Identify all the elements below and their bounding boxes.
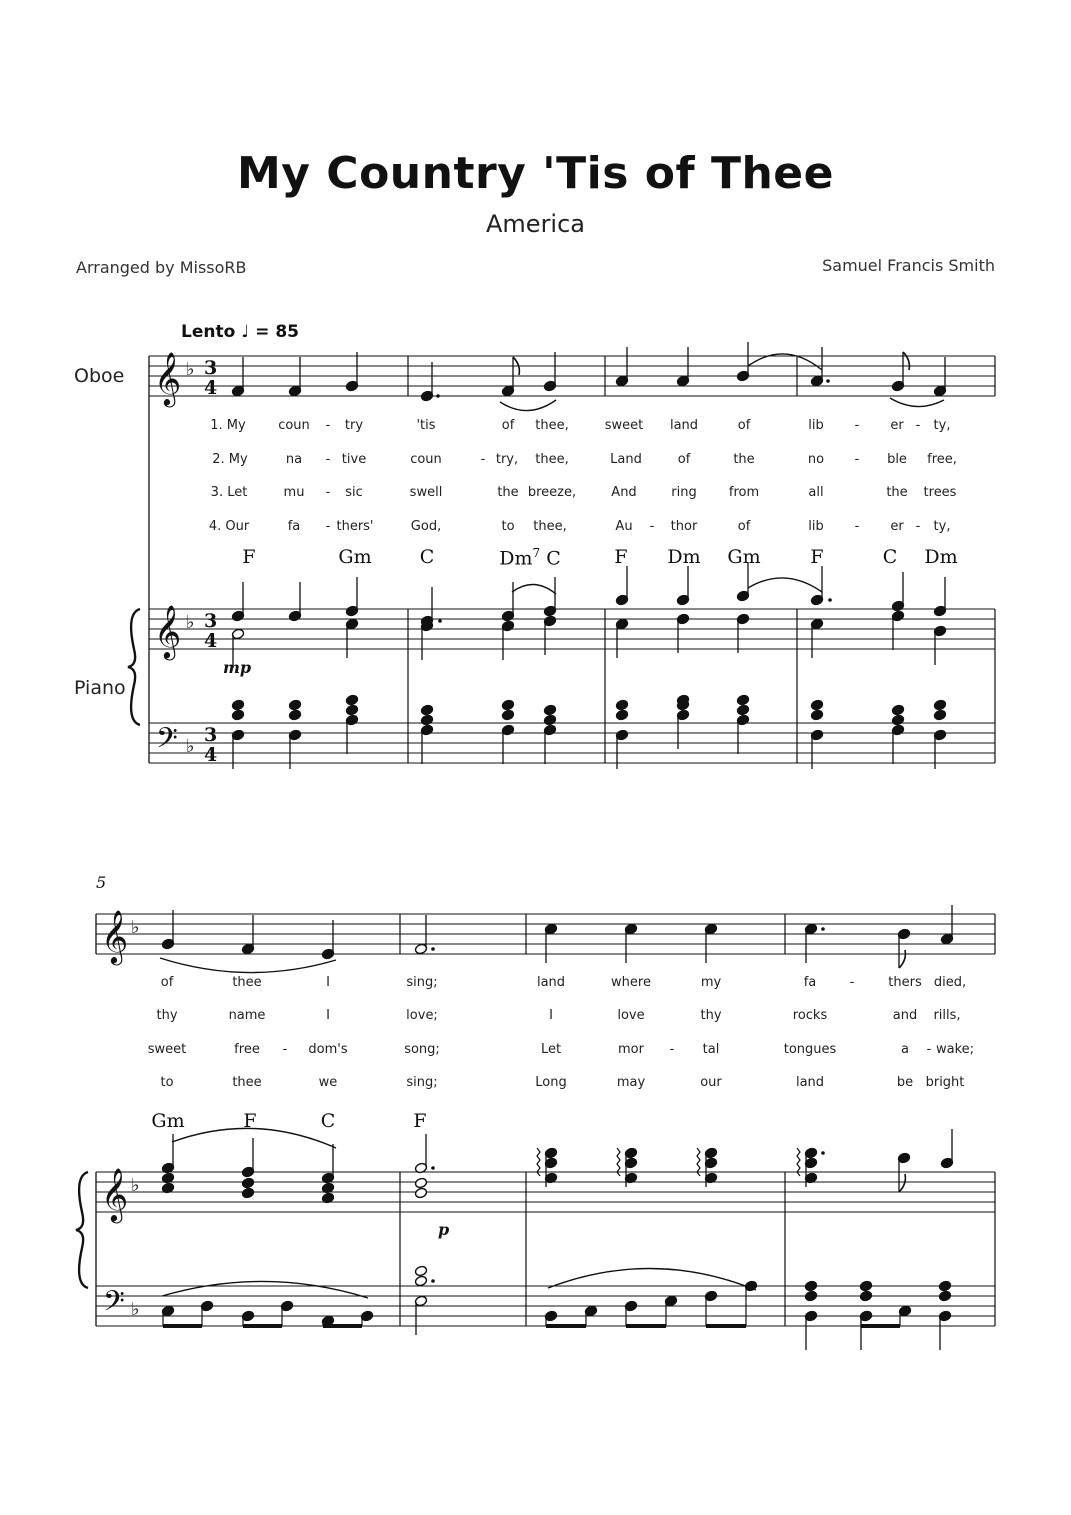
s1-chord-symbol: Dm [924, 546, 958, 568]
lyric-s1-verse-2-syllable: the [733, 452, 755, 467]
piano-lh-note [810, 699, 823, 711]
treble-clef-icon: 𝄞 [101, 909, 129, 963]
lyric-s2-verse-2-syllable: and [892, 1008, 918, 1023]
flat-key-signature-icon: ♭ [186, 359, 195, 380]
piano-lh-note [414, 1275, 427, 1287]
piano-lh-note [414, 1265, 427, 1277]
piano-lh-note [736, 704, 749, 716]
piano-lh-note [891, 704, 904, 716]
lyric-s1-verse-1-syllable: - [854, 418, 860, 433]
lyric-s2-verse-3-syllable: - [282, 1042, 288, 1057]
lyric-s1-verse-3-syllable: mu [283, 485, 305, 500]
lyric-s1-verse-2-syllable: free, [927, 452, 957, 467]
piano-lh-note [810, 709, 823, 721]
slur [548, 1268, 756, 1290]
lyric-s1-verse-1-syllable: lib [808, 418, 824, 433]
oboe-label: Oboe [74, 365, 125, 387]
lyric-s2-verse-3-syllable: - [669, 1042, 675, 1057]
slur [512, 584, 556, 594]
lyric-s1-verse-1-syllable: - [915, 418, 921, 433]
time-signature: 3 [204, 610, 218, 632]
lyric-s1-verse-2-syllable: ble [887, 452, 907, 467]
augmentation-dot [431, 947, 435, 951]
lyric-s2-verse-3-syllable: tongues [783, 1042, 837, 1057]
lyric-s1-verse-4-syllable: lib [808, 519, 824, 534]
piano-lh-note [938, 1290, 951, 1302]
augmentation-dot [826, 379, 830, 383]
lyric-s2-verse-3-syllable: tal [702, 1042, 720, 1057]
lyric-s1-verse-4-syllable: Au [615, 519, 633, 534]
measure-number: 5 [96, 873, 107, 892]
piano-lh-note [804, 1280, 817, 1292]
lyric-s1-verse-3-syllable: swell [409, 485, 443, 500]
arranger-credit: Arranged by MissoRB [76, 258, 247, 277]
flat-key-signature-icon: ♭ [131, 1175, 140, 1196]
augmentation-dot [438, 619, 442, 623]
lyric-s1-verse-4-syllable: thee, [533, 519, 567, 534]
lyric-s2-verse-1-syllable: I [326, 975, 330, 990]
treble-clef-icon: 𝄞 [154, 351, 182, 405]
lyric-s1-verse-4-syllable: thor [670, 519, 698, 534]
s1-chord-symbol: C [419, 546, 435, 568]
page-title: My Country 'Tis of Thee [237, 148, 834, 199]
s1-chord-symbol: Dm$^7$ C [499, 546, 561, 570]
lyric-s1-verse-3-syllable: the [497, 485, 519, 500]
lyric-s2-verse-3-syllable: dom's [308, 1042, 348, 1057]
bass-clef-icon: 𝄢 [103, 1285, 125, 1325]
lyric-s2-verse-4-syllable: to [160, 1075, 174, 1090]
piano-rh-note [414, 1177, 427, 1189]
note-flag [903, 352, 909, 370]
lyric-s2-verse-1-syllable: where [611, 975, 651, 990]
s1-chord-symbol: F [614, 546, 628, 568]
lyric-s2-verse-3-syllable: song; [404, 1042, 440, 1057]
dynamic-p: p [438, 1220, 450, 1239]
lyric-s2-verse-2-syllable: rocks [792, 1008, 828, 1023]
composer-credit: Samuel Francis Smith [822, 256, 995, 275]
lyric-s2-verse-1-syllable: of [160, 975, 174, 990]
note-flag [899, 1174, 905, 1192]
s1-chord-symbol: F [810, 546, 824, 568]
lyric-s1-verse-2-syllable: Land [610, 452, 642, 467]
lyric-s1-verse-4-syllable: 4. Our [208, 519, 250, 534]
lyric-s1-verse-1-syllable: of [501, 418, 515, 433]
augmentation-dot [828, 598, 832, 602]
lyric-s2-verse-4-syllable: sing; [406, 1075, 438, 1090]
piano-lh-note [420, 714, 433, 726]
lyric-s2-verse-1-syllable: sing; [406, 975, 438, 990]
s2-chord-symbol: F [243, 1110, 257, 1132]
piano-brace-icon [128, 609, 140, 725]
slur [748, 578, 822, 592]
piano-lh-note [231, 709, 244, 721]
lyric-s1-verse-1-syllable: 'tis [416, 418, 436, 433]
piano-lh-note [938, 1280, 951, 1292]
s2-chord-symbol: C [320, 1110, 336, 1132]
lyric-s1-verse-1-syllable: er [890, 418, 904, 433]
lyric-s1-verse-2-syllable: na [285, 452, 303, 467]
piano-lh-note [501, 699, 514, 711]
slur [500, 400, 556, 411]
lyric-s2-verse-1-syllable: my [700, 975, 722, 990]
flat-key-signature-icon: ♭ [131, 1299, 140, 1320]
lyric-s1-verse-1-syllable: land [669, 418, 699, 433]
lyric-s2-verse-2-syllable: love; [406, 1008, 438, 1023]
lyric-s2-verse-4-syllable: our [700, 1075, 722, 1090]
lyric-s1-verse-4-syllable: ty, [933, 519, 951, 534]
lyric-s1-verse-2-syllable: no [807, 452, 825, 467]
lyric-s1-verse-4-syllable: - [649, 519, 655, 534]
lyric-s1-verse-1-syllable: try [344, 418, 364, 433]
time-signature: 4 [204, 630, 218, 652]
lyric-s2-verse-2-syllable: love [617, 1008, 645, 1023]
piano-lh-note [933, 699, 946, 711]
lyric-s2-verse-4-syllable: be [896, 1075, 914, 1090]
lyric-s2-verse-1-syllable: - [849, 975, 855, 990]
time-signature: 4 [204, 377, 218, 399]
slur [172, 1128, 336, 1148]
lyric-s2-verse-2-syllable: name [228, 1008, 266, 1023]
time-signature: 3 [204, 357, 218, 379]
s1-chord-symbol: F [242, 546, 256, 568]
augmentation-dot [821, 927, 825, 931]
lyric-s1-verse-3-syllable: sic [345, 485, 363, 500]
lyric-s2-verse-3-syllable: mor [618, 1042, 644, 1057]
piano-label: Piano [74, 677, 126, 699]
flat-key-signature-icon: ♭ [186, 736, 195, 757]
piano-rh-note [241, 1177, 254, 1189]
lyric-s1-verse-4-syllable: fa [287, 519, 301, 534]
treble-clef-icon: 𝄞 [154, 604, 182, 658]
lyric-s1-verse-3-syllable: And [611, 485, 637, 500]
lyric-s1-verse-2-syllable: coun [410, 452, 442, 467]
lyric-s1-verse-3-syllable: all [808, 485, 824, 500]
s2-chord-symbol: F [413, 1110, 427, 1132]
piano-lh-note [615, 709, 628, 721]
treble-clef-icon: 𝄞 [101, 1167, 129, 1221]
lyric-s1-verse-1-syllable: 1. My [210, 418, 246, 433]
piano-lh-note [736, 694, 749, 706]
slur [160, 958, 336, 973]
augmentation-dot [431, 1166, 435, 1170]
tempo-text: Lento [181, 322, 236, 342]
s1-chord-symbol: Gm [338, 546, 372, 568]
lyric-s2-verse-3-syllable: Let [540, 1042, 562, 1057]
lyric-s1-verse-1-syllable: thee, [535, 418, 569, 433]
lyric-s1-verse-3-syllable: breeze, [527, 485, 577, 500]
lyric-s1-verse-3-syllable: ring [671, 485, 697, 500]
lyric-s2-verse-3-syllable: sweet [147, 1042, 187, 1057]
lyric-s1-verse-2-syllable: thee, [535, 452, 569, 467]
piano-lh-note [345, 704, 358, 716]
lyric-s1-verse-4-syllable: thers' [336, 519, 374, 534]
piano-lh-note [288, 699, 301, 711]
augmentation-dot [436, 394, 440, 398]
lyric-s2-verse-2-syllable: thy [700, 1008, 722, 1023]
tempo-bpm: = 85 [255, 322, 299, 342]
lyric-s1-verse-2-syllable: of [677, 452, 691, 467]
lyric-s1-verse-2-syllable: tive [341, 452, 367, 467]
piano-lh-note [543, 704, 556, 716]
lyric-s1-verse-2-syllable: try, [495, 452, 519, 467]
lyric-s2-verse-1-syllable: died, [933, 975, 967, 990]
time-signature: 3 [204, 724, 218, 746]
piano-lh-note [859, 1280, 872, 1292]
lyric-s1-verse-3-syllable: - [325, 485, 331, 500]
augmentation-dot [821, 1151, 825, 1155]
lyric-s2-verse-3-syllable: free [234, 1042, 260, 1057]
lyric-s2-verse-1-syllable: thers [888, 975, 922, 990]
piano-lh-note [804, 1290, 817, 1302]
piano-lh-note [288, 709, 301, 721]
augmentation-dot [431, 1279, 435, 1283]
piano-lh-note [891, 714, 904, 726]
note-flag [899, 950, 905, 968]
lyric-s1-verse-4-syllable: - [915, 519, 921, 534]
lyric-s1-verse-4-syllable: er [890, 519, 904, 534]
lyric-s2-verse-4-syllable: bright [925, 1075, 965, 1090]
lyric-s1-verse-1-syllable: of [737, 418, 751, 433]
lyric-s1-verse-3-syllable: 3. Let [210, 485, 248, 500]
piano-lh-note [231, 699, 244, 711]
piano-rh-note [414, 1187, 427, 1199]
lyric-s2-verse-4-syllable: Long [535, 1075, 567, 1090]
lyric-s1-verse-2-syllable: - [325, 452, 331, 467]
lyric-s1-verse-2-syllable: - [854, 452, 860, 467]
piano-rh-note [241, 1187, 254, 1199]
quarter-note-icon: ♩ [241, 322, 250, 342]
page-subtitle: America [486, 210, 585, 238]
lyric-s2-verse-4-syllable: thee [232, 1075, 262, 1090]
lyric-s2-verse-2-syllable: I [549, 1008, 553, 1023]
piano-lh-note [501, 709, 514, 721]
s1-chord-symbol: Dm [667, 546, 701, 568]
s1-chord-symbol: C [882, 546, 898, 568]
dynamic-mp: mp [223, 658, 252, 677]
lyric-s1-verse-1-syllable: coun [278, 418, 310, 433]
s2-chord-symbol: Gm [151, 1110, 185, 1132]
lyric-s2-verse-1-syllable: thee [232, 975, 262, 990]
lyric-s2-verse-2-syllable: thy [156, 1008, 178, 1023]
s1-chord-symbol: Gm [727, 546, 761, 568]
lyric-s1-verse-4-syllable: - [325, 519, 331, 534]
lyric-s1-verse-4-syllable: of [737, 519, 751, 534]
lyric-s1-verse-4-syllable: God, [410, 519, 442, 534]
lyric-s1-verse-4-syllable: to [501, 519, 515, 534]
piano-lh-note [615, 699, 628, 711]
lyric-s1-verse-1-syllable: sweet [604, 418, 644, 433]
lyric-s2-verse-1-syllable: fa [803, 975, 817, 990]
lyric-s2-verse-3-syllable: a [901, 1042, 909, 1057]
lyric-s1-verse-1-syllable: ty, [933, 418, 951, 433]
piano-brace-icon-2 [76, 1172, 88, 1288]
slur [890, 398, 944, 407]
lyric-s1-verse-3-syllable: the [886, 485, 908, 500]
lyric-s2-verse-3-syllable: wake; [935, 1042, 975, 1057]
piano-lh-note [543, 714, 556, 726]
lyric-s1-verse-2-syllable: 2. My [212, 452, 248, 467]
lyric-s2-verse-2-syllable: I [326, 1008, 330, 1023]
lyric-s2-verse-4-syllable: we [318, 1075, 338, 1090]
piano-lh-note [933, 709, 946, 721]
lyric-s2-verse-3-syllable: - [926, 1042, 932, 1057]
lyric-s1-verse-2-syllable: - [480, 452, 486, 467]
piano-lh-note [420, 704, 433, 716]
flat-key-signature-icon: ♭ [131, 917, 140, 938]
lyric-s2-verse-1-syllable: land [536, 975, 566, 990]
lyric-s1-verse-1-syllable: - [325, 418, 331, 433]
lyric-s1-verse-3-syllable: from [728, 485, 760, 500]
piano-lh-note [859, 1290, 872, 1302]
lyric-s1-verse-3-syllable: trees [923, 485, 957, 500]
flat-key-signature-icon: ♭ [186, 612, 195, 633]
time-signature: 4 [204, 744, 218, 766]
lyric-s2-verse-4-syllable: land [795, 1075, 825, 1090]
lyric-s2-verse-2-syllable: rills, [933, 1008, 961, 1023]
lyric-s1-verse-4-syllable: - [854, 519, 860, 534]
piano-lh-note [345, 694, 358, 706]
bass-clef-icon: 𝄢 [156, 722, 178, 762]
lyric-s2-verse-4-syllable: may [616, 1075, 646, 1090]
